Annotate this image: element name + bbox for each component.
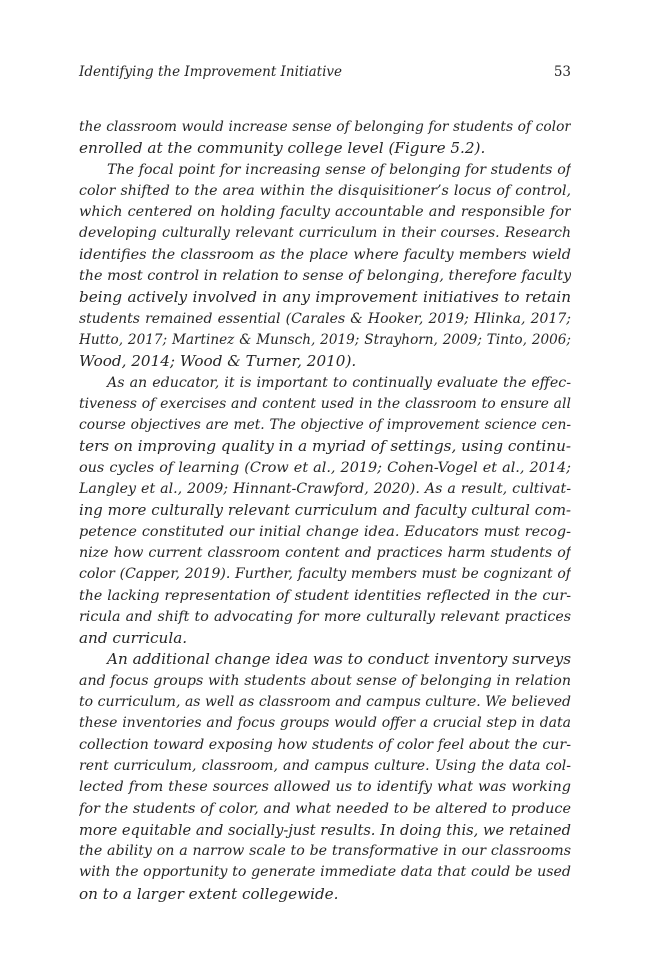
text-line: developing culturally relevant curriculum in their courses. Research: [79, 225, 571, 242]
text-line: the ability on a narrow scale to be transformative in our classrooms: [79, 843, 571, 860]
text-line: with the opportunity to generate immediate data that could be used: [79, 864, 571, 881]
text-line: course objectives are met. The objective of improvement science cen-: [79, 417, 571, 434]
text-line: Wood, 2014; Wood & Turner, 2010).: [79, 352, 357, 371]
text-line: for the students of color, and what needed to be altered to produce: [79, 800, 571, 817]
text-line: Langley et al., 2009; Hinnant-Crawford, 2020). As a result, cultivat-: [79, 481, 571, 498]
text-line: and focus groups with students about sense of belonging in relation: [79, 672, 571, 689]
text-line: An additional change idea was to conduct inventory surveys: [107, 650, 571, 669]
text-line: ing more culturally relevant curriculum and faculty cultural com-: [79, 502, 571, 520]
text-line: petence constituted our initial change idea. Educators must recog-: [79, 523, 571, 540]
text-line: and curricula.: [79, 629, 188, 648]
text-line: enrolled at the community college level (Figure 5.2).: [79, 139, 486, 158]
text-line: The focal point for increasing sense of belonging for students of: [107, 161, 571, 178]
text-line: being actively involved in any improvement initiatives to retain: [79, 288, 571, 307]
text-line: the most control in relation to sense of belonging, therefore faculty: [79, 268, 571, 285]
text-line: tiveness of exercises and content used in the classroom to ensure all: [79, 395, 571, 412]
text-line: students remained essential (Carales & Hooker, 2019; Hlinka, 2017;: [79, 310, 571, 327]
text-line: rent curriculum, classroom, and campus culture. Using the data col-: [79, 757, 571, 774]
text-line: the lacking representation of student identities reflected in the cur-: [79, 587, 571, 604]
text-line: identifies the classroom as the place where faculty members wield: [79, 246, 571, 263]
text-line: ricula and shift to advocating for more culturally relevant practices: [79, 608, 571, 625]
text-line: to curriculum, as well as classroom and campus culture. We believed: [79, 694, 571, 711]
text-line: which centered on holding faculty accountable and responsible for: [79, 204, 571, 221]
text-line: color shifted to the area within the disquisitioner’s locus of control,: [79, 182, 571, 199]
text-line: ters on improving quality in a myriad of settings, using continu-: [79, 437, 571, 456]
text-line: more equitable and socially-just results. In doing this, we retained: [79, 821, 571, 839]
running-head-title: Identifying the Improvement Initiative: [79, 64, 343, 80]
text-line: ous cycles of learning (Crow et al., 2019; Cohen-Vogel et al., 2014;: [79, 459, 571, 476]
body-text: [79, 117, 571, 905]
text-line: the classroom would increase sense of belonging for students of color: [79, 119, 571, 135]
text-line: As an educator, it is important to continually evaluate the effec-: [107, 374, 571, 391]
text-line: color (Capper, 2019). Further, faculty members must be cognizant of: [79, 566, 571, 583]
text-line: Hutto, 2017; Martinez & Munsch, 2019; Strayhorn, 2009; Tinto, 2006;: [79, 331, 571, 348]
text-line: nize how current classroom content and practices harm students of: [79, 544, 571, 561]
text-line: collection toward exposing how students of color feel about the cur-: [79, 736, 571, 753]
text-line: lected from these sources allowed us to identify what was working: [79, 779, 571, 796]
text-line: these inventories and focus groups would offer a crucial step in data: [79, 715, 571, 732]
page-number: 53: [553, 64, 571, 80]
running-head: [79, 61, 571, 83]
text-line: on to a larger extent collegewide.: [79, 884, 339, 903]
